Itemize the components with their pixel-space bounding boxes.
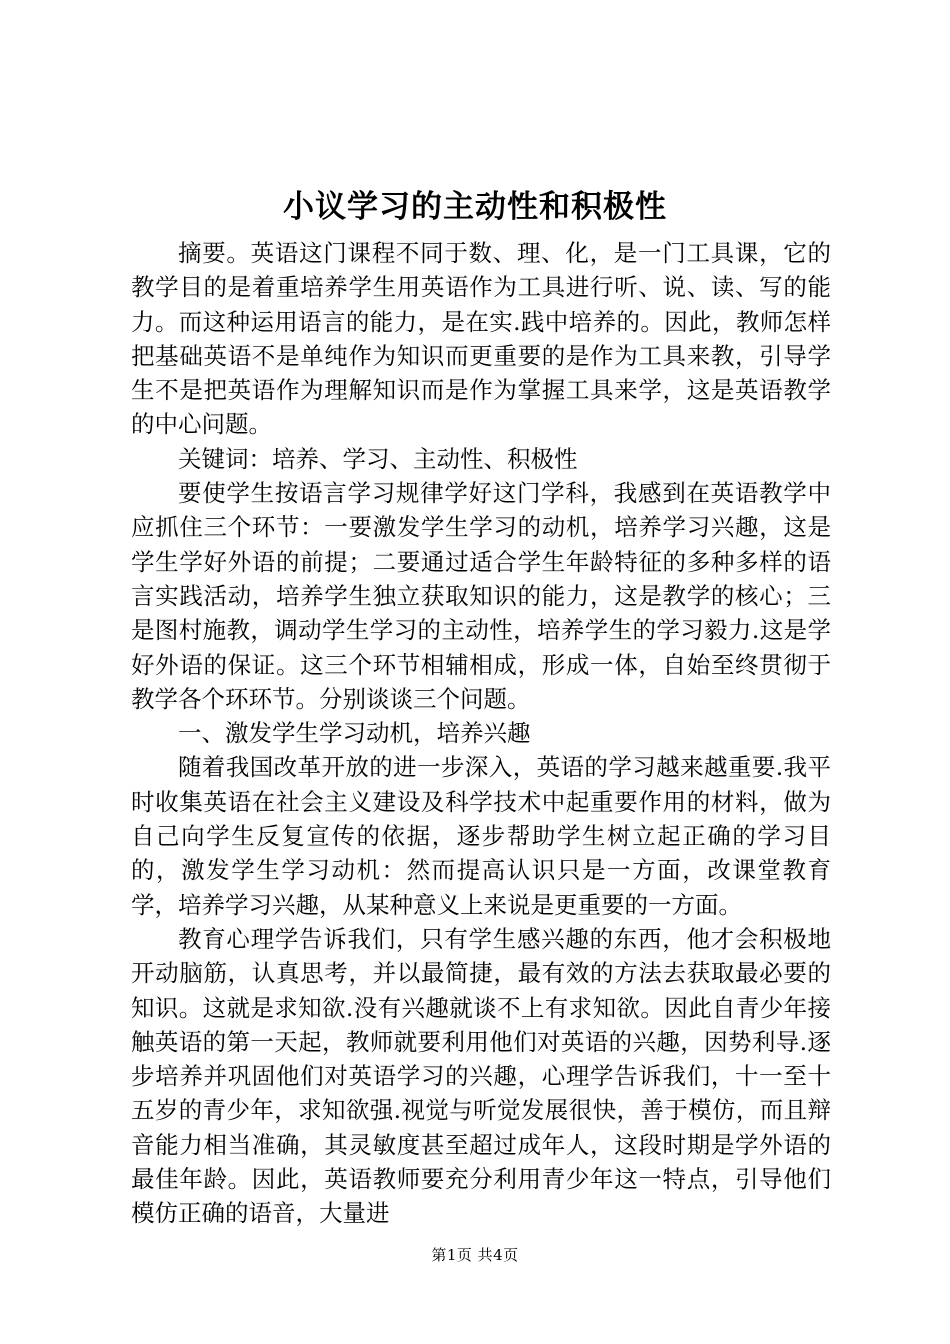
document-title: 小议学习的主动性和积极性 bbox=[283, 189, 667, 225]
body-paragraph: 教育心理学告诉我们，只有学生感兴趣的东西，他才会积极地开动脑筋，认真思考，并以最简捷，最有效的方法去获取最必要的知识。这就是求知欲.没有兴趣就谈不上有求知欲。因此自青少年接触英语的第一天起，教师就要利用他们对英语的兴趣，因势利导.逐步培养并巩固他们对英语学习的兴趣，心理学告诉我们，十一至十五岁的青少年，求知欲强.视觉与听觉发展很快，善于模仿，而且辩音能力相当准确，其灵敏度甚至超过成年人，这段时期是学外语的最佳年龄。因此，英语教师要充分利用青少年这一特点，引导他们模仿正确的语音，大量进 bbox=[131, 924, 831, 1228]
intro-paragraph: 要使学生按语言学习规律学好这门学科，我感到在英语教学中应抓住三个环节：一要激发学生学习的动机，培养学习兴趣，这是学生学好外语的前提；二要通过适合学生年龄特征的多种多样的语言实践活动，培养学生独立获取知识的能力，这是教学的核心；三是图村施教，调动学生学习的主动性，培养学生的学习毅力.这是学好外语的保证。这三个环节相辅相成，形成一体，自始至终贯彻于教学各个环环节。分别谈谈三个问题。 bbox=[131, 479, 831, 713]
body-paragraph: 随着我国改革开放的进一步深入，英语的学习越来越重要.我平时收集英语在社会主义建设及科学技术中起重要作用的材料，做为自己向学生反复宣传的依据，逐步帮助学生树立起正确的学习目的，激发学生学习动机：然而提高认识只是一方面，改课堂教育学，培养学习兴趣，从某种意义上来说是更重要的一方面。 bbox=[131, 753, 831, 919]
abstract-paragraph: 摘要。英语这门课程不同于数、理、化，是一门工具课，它的教学目的是着重培养学生用英语作为工具进行听、说、读、写的能力。而这种运用语言的能力，是在实.践中培养的。因此，教师怎样把基础英语不是单纯作为知识而更重要的是作为工具来教，引导学生不是把英语作为理解知识而是作为掌握工具来学，这是英语教学的中心问题。 bbox=[131, 239, 831, 439]
document-body bbox=[131, 236, 831, 1231]
section-heading: 一、激发学生学习动机，培养兴趣 bbox=[178, 719, 531, 748]
keywords-paragraph: 关键词：培养、学习、主动性、积极性 bbox=[178, 444, 578, 473]
page-footer: 第1页 共4页 bbox=[431, 1246, 519, 1264]
